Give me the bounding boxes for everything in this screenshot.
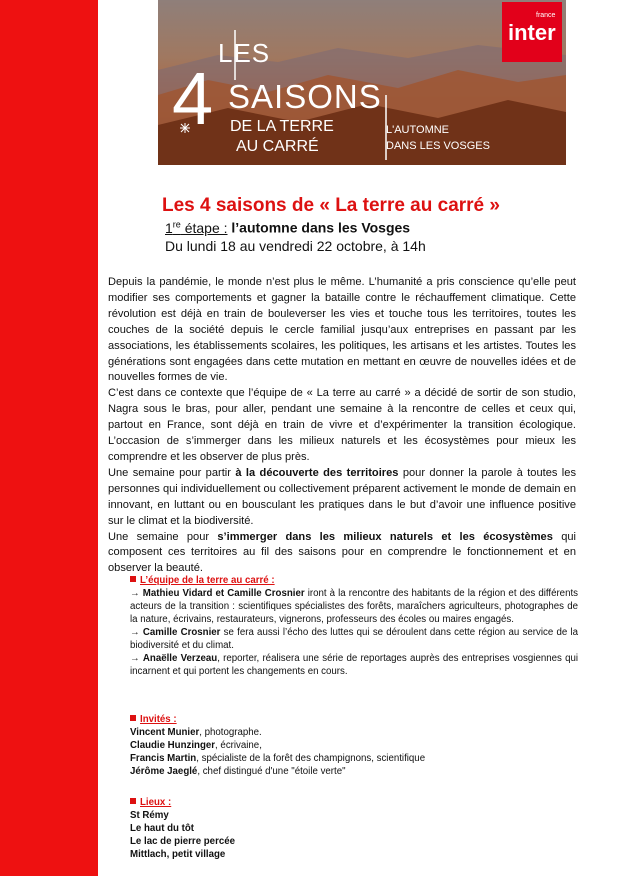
guest-name: Jérôme Jaeglé [130,766,198,777]
guest-desc: , photographe. [199,727,262,738]
team-entry-3 [130,652,578,678]
guest-desc: , spécialiste de la forêt des champignons, scientifique [196,753,426,764]
step-description: l’automne dans les Vosges [227,219,411,236]
bullet-square-icon [130,715,136,721]
team-entry-1 [130,587,578,626]
bullet-square-icon [130,576,136,582]
paragraph-4 [108,530,576,578]
guest-desc: , chef distingué d'une "étoile verte" [197,766,346,777]
team-entry-2-name: Camille Crosnier [142,627,221,638]
banner-les: LES [218,38,271,68]
banner-de-la-terre: DE LA TERRE [230,118,334,135]
banner-saisons: SAISONS [228,78,382,115]
logo-inter: inter [508,20,556,45]
paragraph-2: C’est dans ce contexte que l’équipe de « La terre au carré » a décidé de sortir de son studio, Nagra sous le bras, pour aller, pendant une semaine à la rencontre de celles et ceux qui, partout en France, sont déjà en train de vivre et d’expérimenter la transition écologique. L’occasion de s’immerger dans les milieux naturels et les écosystèmes pour mieux les comprendre et les observer de plus près. [108,387,576,463]
arrow-icon: → [130,627,143,638]
intro-text [108,275,576,577]
p3-start: Une semaine pour partir [108,466,236,479]
place-item: Mittlach, petit village [130,849,226,860]
logo-france: france [536,12,556,19]
arrow-icon: → [130,653,143,664]
banner-image [158,0,566,165]
guest-item [130,739,578,752]
places-section [130,796,578,861]
team-heading-row [130,574,578,587]
places-heading: Lieux : [140,797,172,808]
team-entry-2-text: se fera aussi l’écho des luttes qui se déroulent dans cette région au service de la biodiversité et du climat. [130,627,578,651]
arrow-icon: → [130,588,143,599]
team-heading: L’équipe de la terre au carré : [140,575,275,586]
france-inter-logo [502,2,562,62]
guests-heading: Invités : [140,714,177,725]
step-superscript: re [172,219,181,229]
guest-name: Claudie Hunzinger [130,740,216,751]
guests-heading-row [130,713,578,726]
red-sidebar [0,0,98,876]
places-heading-row [130,796,578,809]
guest-name: Francis Martin [130,753,197,764]
guest-item [130,765,578,778]
p4-bold: s’immerger dans les milieux naturels et les écosystèmes [217,530,553,543]
p3-bold: à la découverte des territoires [235,466,399,479]
bullet-square-icon [130,798,136,804]
guest-name: Vincent Munier [130,727,200,738]
p4-start: Une semaine pour [108,530,218,543]
p4-end: qui composent ces territoires au fil des saisons pour en comprendre le fonctionnement et en observer la beauté. [108,530,577,575]
dates-line: Du lundi 18 au vendredi 22 octobre, à 14h [165,238,426,254]
place-item: St Rémy [130,810,169,821]
team-entry-3-name: Anaëlle Verzeau [142,653,218,664]
step-number: 1 [165,219,173,236]
team-entry-2 [130,626,578,652]
step-word: étape : [180,219,228,236]
guest-item [130,726,578,739]
place-item: Le lac de pierre percée [130,836,236,847]
guest-desc: , écrivaine, [215,740,262,751]
team-entry-1-text: iront à la rencontre des habitants de la région et des différents acteurs de la transition : scientifiques spécialistes des forêts, maraîchers agriculteurs, photographes de la nature, écrivains, restaurateurs, vignerons, professeurs des écoles ou maires engagés. [130,588,578,625]
banner-number: 4 [172,57,214,140]
p3-end: pour donner la parole à toutes les personnes qui individuellement ou collectivement préparent activement le monde de demain en innovant, en luttant ou en bousculant les pratiques dans le but d’avoir une influence positive sur le climat et la biodiversité. [108,466,576,527]
paragraph-3 [108,466,576,530]
page-title: Les 4 saisons de « La terre au carré » [162,195,500,216]
team-entry-3-text: , reporter, réalisera une série de reportages auprès des entreprises vosgiennes qui incarnent et qui portent les changements en cours. [130,653,578,677]
guest-item [130,752,578,765]
paragraph-1: Depuis la pandémie, le monde n’est plus le même. L’humanité a pris conscience qu’elle peut modifier ses comportements et gagner la bataille contre le réchauffement climatique. Cette révolution est déjà en train de bouleverser les vies et touche tous les territoires, toutes les couches de la société depuis le cercle familial jusqu’aux entreprises en passant par les associations, les établissements scolaires, les politiques, les artisans et les artistes. Toutes les générations sont engagées dans cette mutation en mettant en œuvre de nouvelles idées et de nouvelles formes de vie. [108,276,576,384]
banner-vosges: DANS LES VOSGES [386,140,490,152]
banner-au-carre: AU CARRÉ [236,138,319,155]
team-section [130,574,578,678]
place-item: Le haut du tôt [130,823,195,834]
step-line [165,219,410,236]
guests-section [130,713,578,778]
step-label [165,220,228,236]
banner-automne: L'AUTOMNE [386,124,450,136]
team-entry-1-name: Mathieu Vidard et Camille Crosnier [142,588,305,599]
